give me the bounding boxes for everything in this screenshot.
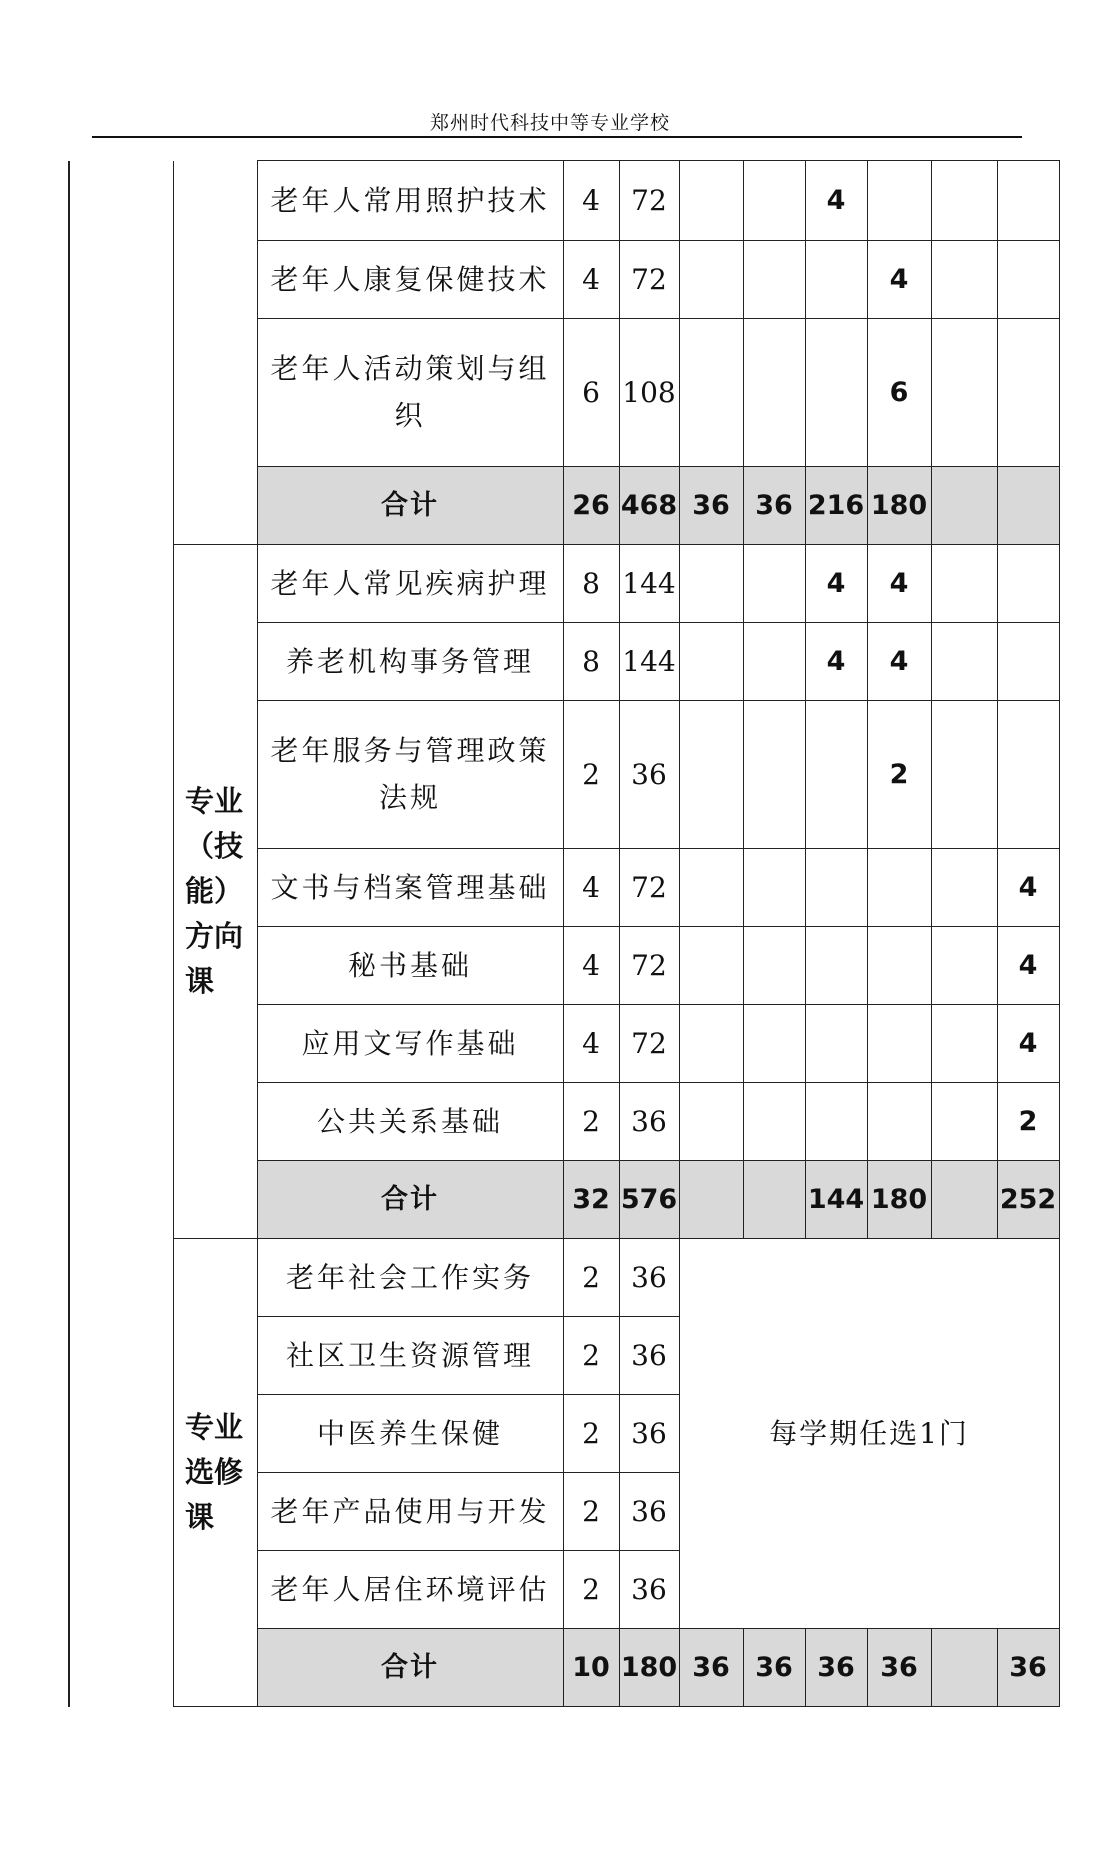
- school-header-title: 郑州时代科技中等专业学校: [429, 112, 670, 134]
- semester-1-cell: [679, 161, 743, 241]
- credits-cell: 6: [563, 319, 619, 467]
- semester-6-cell: 2: [997, 1083, 1059, 1161]
- semester-6-cell: 4: [997, 1005, 1059, 1083]
- course-name: 老年人常见疾病护理: [257, 545, 563, 623]
- semester-2-cell: [743, 701, 805, 849]
- semester-1-cell: [679, 927, 743, 1005]
- subtotal-semester-4: 36: [867, 1629, 931, 1707]
- semester-5-cell: [931, 927, 997, 1005]
- semester-3-cell: [805, 319, 867, 467]
- semester-6-cell: [997, 161, 1059, 241]
- semester-3-cell: [805, 849, 867, 927]
- subtotal-semester-3: 36: [805, 1629, 867, 1707]
- semester-3-cell: [805, 927, 867, 1005]
- subtotal-semester-2: 36: [743, 1629, 805, 1707]
- semester-4-cell: [867, 927, 931, 1005]
- subtotal-semester-5: [931, 1629, 997, 1707]
- hours-cell: 36: [619, 1317, 679, 1395]
- semester-1-cell: [679, 1005, 743, 1083]
- credits-cell: 2: [563, 1395, 619, 1473]
- semester-3-cell: [805, 701, 867, 849]
- hours-cell: 72: [619, 161, 679, 241]
- subtotal-hours: 468: [619, 467, 679, 545]
- semester-1-cell: [679, 849, 743, 927]
- credits-cell: 2: [563, 1239, 619, 1317]
- semester-3-cell: 4: [805, 161, 867, 241]
- semester-6-cell: [997, 241, 1059, 319]
- semester-6-cell: [997, 701, 1059, 849]
- continued-category-cell: [173, 161, 257, 545]
- hours-cell: 72: [619, 927, 679, 1005]
- course-name: 公共关系基础: [257, 1083, 563, 1161]
- subtotal-semester-3: 216: [805, 467, 867, 545]
- semester-5-cell: [931, 701, 997, 849]
- category-label: 专业选修课: [185, 1410, 244, 1534]
- semester-3-cell: [805, 1083, 867, 1161]
- hours-cell: 144: [619, 545, 679, 623]
- subtotal-semester-5: [931, 467, 997, 545]
- curriculum-table: [68, 160, 1060, 1707]
- credits-cell: 8: [563, 623, 619, 701]
- subtotal-semester-1: [679, 1161, 743, 1239]
- course-name: 秘书基础: [257, 927, 563, 1005]
- subtotal-hours: 576: [619, 1161, 679, 1239]
- semester-5-cell: [931, 849, 997, 927]
- semester-1-cell: [679, 319, 743, 467]
- semester-1-cell: [679, 1083, 743, 1161]
- semester-2-cell: [743, 927, 805, 1005]
- hours-cell: 144: [619, 623, 679, 701]
- semester-1-cell: [679, 701, 743, 849]
- semester-2-cell: [743, 1005, 805, 1083]
- hours-cell: 36: [619, 1395, 679, 1473]
- semester-4-cell: 4: [867, 623, 931, 701]
- credits-cell: 4: [563, 927, 619, 1005]
- hours-cell: 72: [619, 241, 679, 319]
- credits-cell: 2: [563, 1473, 619, 1551]
- semester-3-cell: 4: [805, 545, 867, 623]
- credits-cell: 2: [563, 701, 619, 849]
- subtotal-semester-3: 144: [805, 1161, 867, 1239]
- semester-4-cell: [867, 161, 931, 241]
- semester-5-cell: [931, 545, 997, 623]
- subtotal-semester-4: 180: [867, 467, 931, 545]
- credits-cell: 4: [563, 161, 619, 241]
- course-name: 老年人常用照护技术: [257, 161, 563, 241]
- semester-4-cell: [867, 849, 931, 927]
- hours-cell: 108: [619, 319, 679, 467]
- subtotal-credits: 10: [563, 1629, 619, 1707]
- semester-5-cell: [931, 241, 997, 319]
- semester-1-cell: [679, 623, 743, 701]
- course-name: 老年服务与管理政策法规: [257, 701, 563, 849]
- semester-5-cell: [931, 1083, 997, 1161]
- credits-cell: 2: [563, 1551, 619, 1629]
- semester-2-cell: [743, 545, 805, 623]
- hours-cell: 36: [619, 1551, 679, 1629]
- course-name: 社区卫生资源管理: [257, 1317, 563, 1395]
- subtotal-credits: 26: [563, 467, 619, 545]
- outer-category-cell: [69, 161, 173, 1707]
- semester-4-cell: [867, 1005, 931, 1083]
- semester-6-cell: 4: [997, 849, 1059, 927]
- semester-2-cell: [743, 319, 805, 467]
- subtotal-semester-1: 36: [679, 467, 743, 545]
- category-label: 专业（技能）方向课: [185, 784, 244, 998]
- header-rule: [92, 136, 1022, 138]
- hours-cell: 72: [619, 849, 679, 927]
- subtotal-hours: 180: [619, 1629, 679, 1707]
- semester-6-cell: [997, 623, 1059, 701]
- category-elective-courses: [173, 1239, 257, 1707]
- semester-4-cell: 4: [867, 545, 931, 623]
- subtotal-label: 合计: [257, 1161, 563, 1239]
- semester-2-cell: [743, 241, 805, 319]
- subtotal-semester-6: [997, 467, 1059, 545]
- credits-cell: 2: [563, 1083, 619, 1161]
- course-name: 老年人居住环境评估: [257, 1551, 563, 1629]
- subtotal-semester-4: 180: [867, 1161, 931, 1239]
- credits-cell: 4: [563, 1005, 619, 1083]
- semester-3-cell: [805, 241, 867, 319]
- table-row: [69, 1239, 1059, 1317]
- hours-cell: 36: [619, 1473, 679, 1551]
- hours-cell: 36: [619, 1239, 679, 1317]
- hours-cell: 36: [619, 701, 679, 849]
- semester-6-cell: [997, 545, 1059, 623]
- subtotal-credits: 32: [563, 1161, 619, 1239]
- semester-2-cell: [743, 1083, 805, 1161]
- category-direction-courses: [173, 545, 257, 1239]
- course-name: 老年社会工作实务: [257, 1239, 563, 1317]
- subtotal-semester-2: 36: [743, 467, 805, 545]
- subtotal-label: 合计: [257, 467, 563, 545]
- semester-2-cell: [743, 623, 805, 701]
- subtotal-semester-6: 252: [997, 1161, 1059, 1239]
- elective-note: 每学期任选1门: [679, 1239, 1059, 1629]
- semester-5-cell: [931, 319, 997, 467]
- semester-1-cell: [679, 545, 743, 623]
- hours-cell: 72: [619, 1005, 679, 1083]
- credits-cell: 2: [563, 1317, 619, 1395]
- credits-cell: 4: [563, 849, 619, 927]
- course-name: 老年产品使用与开发: [257, 1473, 563, 1551]
- course-name: 中医养生保健: [257, 1395, 563, 1473]
- semester-2-cell: [743, 161, 805, 241]
- semester-6-cell: 4: [997, 927, 1059, 1005]
- semester-4-cell: 2: [867, 701, 931, 849]
- subtotal-label: 合计: [257, 1629, 563, 1707]
- subtotal-semester-2: [743, 1161, 805, 1239]
- semester-4-cell: 6: [867, 319, 931, 467]
- semester-1-cell: [679, 241, 743, 319]
- semester-2-cell: [743, 849, 805, 927]
- table-row: [69, 161, 1059, 241]
- table-row: [69, 545, 1059, 623]
- credits-cell: 8: [563, 545, 619, 623]
- semester-3-cell: 4: [805, 623, 867, 701]
- credits-cell: 4: [563, 241, 619, 319]
- course-name: 应用文写作基础: [257, 1005, 563, 1083]
- semester-5-cell: [931, 623, 997, 701]
- subtotal-semester-6: 36: [997, 1629, 1059, 1707]
- semester-5-cell: [931, 1005, 997, 1083]
- semester-4-cell: 4: [867, 241, 931, 319]
- semester-6-cell: [997, 319, 1059, 467]
- semester-3-cell: [805, 1005, 867, 1083]
- course-name: 养老机构事务管理: [257, 623, 563, 701]
- subtotal-semester-1: 36: [679, 1629, 743, 1707]
- hours-cell: 36: [619, 1083, 679, 1161]
- course-name: 文书与档案管理基础: [257, 849, 563, 927]
- course-name: 老年人活动策划与组织: [257, 319, 563, 467]
- semester-5-cell: [931, 161, 997, 241]
- subtotal-semester-5: [931, 1161, 997, 1239]
- semester-4-cell: [867, 1083, 931, 1161]
- course-name: 老年人康复保健技术: [257, 241, 563, 319]
